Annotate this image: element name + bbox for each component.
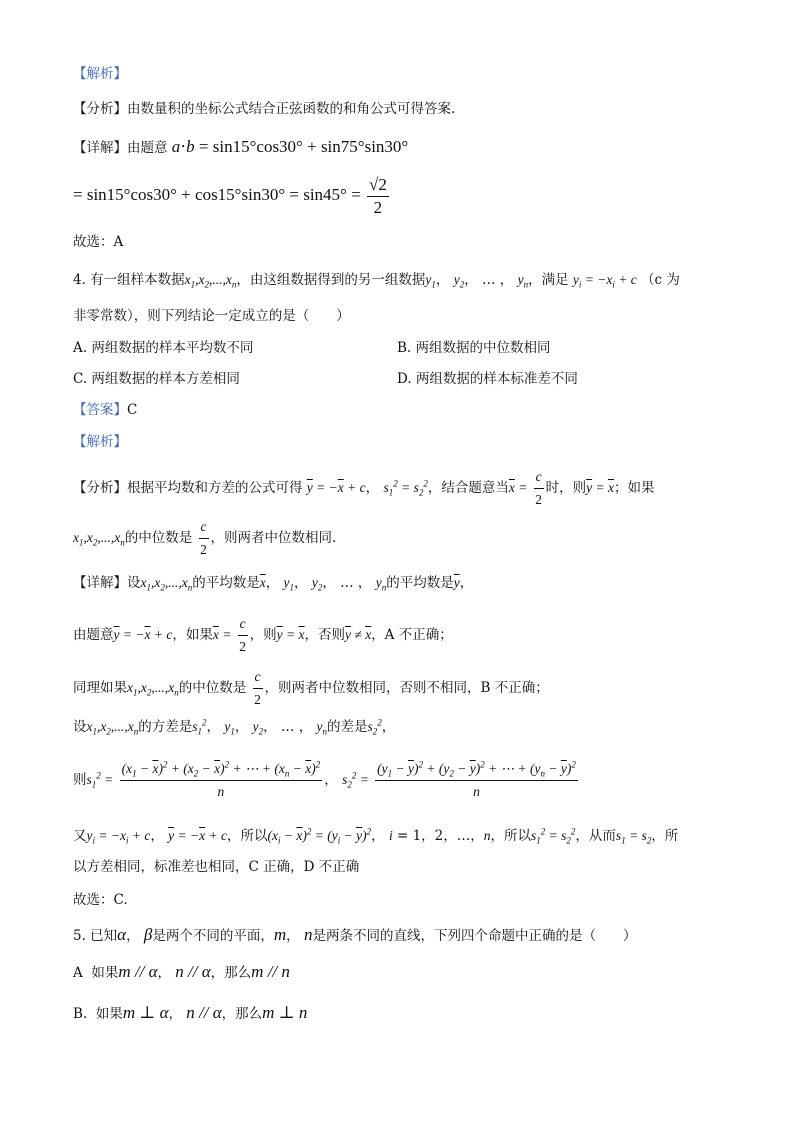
q5-option-b-label: B. xyxy=(73,1006,88,1022)
analysis-tag: 【分析】 xyxy=(73,101,127,117)
q4-option-a: A. 两组数据的样本平均数不同 xyxy=(73,340,254,356)
q4-line-2: 非零常数），则下列结论一定成立的是（ ） xyxy=(73,308,350,324)
formula-1: = sin15°cos30° + sin75°sin30° xyxy=(198,137,409,156)
answer-tag: 【答案】 xyxy=(73,402,127,418)
answer-line xyxy=(73,400,137,420)
detail-tag: 【详解】 xyxy=(73,140,127,156)
detail-q4-line-1: 【详解】设$x_1,x_2,...,x_n$的平均数是$\overline{x}$， $y_1$， $y_2$， … ， $y_n$的平均数是$\overline{y}$， xyxy=(73,575,474,593)
sqrt2-over-2: $\frac{√2}{2}$ xyxy=(368,175,387,217)
detail-q4-line-3: 同理如果$x_1,x_2,...,x_n$的中位数是 $\frac{c}{2}$ ，则两者中位数相同，否则不相同，B 不正确； xyxy=(73,666,549,711)
answer-4: 故选：C. xyxy=(73,892,128,908)
formula-2: = sin15°cos30° + cos15°sin30° = sin45° = xyxy=(73,185,361,204)
q5-option-a-label: A xyxy=(73,965,83,981)
q4-line-1: 4. 有一组样本数据$x_1,x_2,...,x_n$，由这组数据得到的另一组数据$y_1$， $y_2$， … ， $y_n$，满足 $y_i = -x_i + c$ （c 为 xyxy=(73,272,680,290)
variance-1-fraction: $\frac{(x_1 - \overline{x})^2 + (x_2 - \overline{x})^2 + \cdots + (x_n - \overline{x})^2}{n}$ xyxy=(121,759,321,799)
q5-line-1: 5. 已知α， β是两个不同的平面，m， n是两条不同的直线，下列四个命题中正确的是（ ） xyxy=(73,925,637,944)
answer-3: 故选：A xyxy=(73,234,124,250)
q4-option-c: C. 两组数据的样本方差相同 xyxy=(73,371,240,387)
detail-line-1: 【详解】由题意 a⋅b = sin15°cos30° + sin75°sin30° xyxy=(73,137,409,156)
analysis-line xyxy=(73,99,455,119)
vector-dot-product: a⋅b xyxy=(171,137,195,156)
q4-option-b: B. 两组数据的中位数相同 xyxy=(397,340,551,356)
q5-option-a: A 如果m // α， n // α，那么m // n xyxy=(73,962,290,981)
answer-value: C xyxy=(127,402,138,418)
variance-2-fraction: $\frac{(y_1 - \overline{y})^2 + (y_2 - \overline{y})^2 + \cdots + (y_n - \overline{y})^2}{n}$ xyxy=(377,759,576,799)
q4-option-d: D. 两组数据的样本标准差不同 xyxy=(397,371,578,387)
detail-line-2 xyxy=(73,174,391,219)
detail-q4-line-2: 由题意$\overline{y} = -\overline{x} + c$，如果$\overline{x}$ = $\frac{c}{2}$ ，则$\overline{y} = \overline{x}$，否则$\overline{y} \ne \overline{x}$，A 不正确； xyxy=(73,613,453,658)
variance-formulas: 则$s_1^2$ = $\frac{(x_1 - \overline{x})^2 + (x_2 - \overline{x})^2 + \cdots + (x_n - \overline{x})^2}{n}$ ， $s_2^2$ = $\frac{(y_1 - \overline{y})^2 + (y_2 - \overline{y})^2 + \cdots + (y_n - \overline{y})^2}{n}$ xyxy=(73,758,580,803)
analysis-q4-line-2: $x_1,x_2,...,x_n$的中位数是 $\frac{c}{2}$ ，则两者中位数相同. xyxy=(73,516,336,561)
analysis-q4-line-1: 【分析】根据平均数和方差的公式可得 $\overline{y} = -\overline{x} + c$， $s_1^2 = s_2^2$，结合题意当$\overline{x}$ = $\frac{c}{2}$ 时，则$\overline{y} = \overline{x}$；如果 xyxy=(73,466,655,511)
detail-q4-line-7: 以方差相同，标准差也相同，C 正确，D 不正确 xyxy=(73,859,360,875)
jiexi-label-2: 【解析】 xyxy=(73,434,127,450)
q5-option-b: B. 如果m ⊥ α， n // α，那么m ⊥ n xyxy=(73,1003,308,1022)
analysis-text: 由数量积的坐标公式结合正弦函数的和角公式可得答案. xyxy=(127,101,456,117)
detail-q4-line-4: 设$x_1,x_2,...,x_n$的方差是$s_1^2$， $y_1$， $y_2$， … ， $y_n$的差是$s_2^2$， xyxy=(73,717,396,737)
detail-q4-line-6: 又$y_i = -x_i + c$， $\overline{y} = -\overline{x} + c$，所以$(x_i - \overline{x})^2 = (y_i - \overline{y})^2$， i = 1，2，…，n，所以$s_1^2 = s_2^2$，从而$s_1 = s_2$，所 xyxy=(73,826,679,846)
jiexi-label: 【解析】 xyxy=(73,66,127,82)
